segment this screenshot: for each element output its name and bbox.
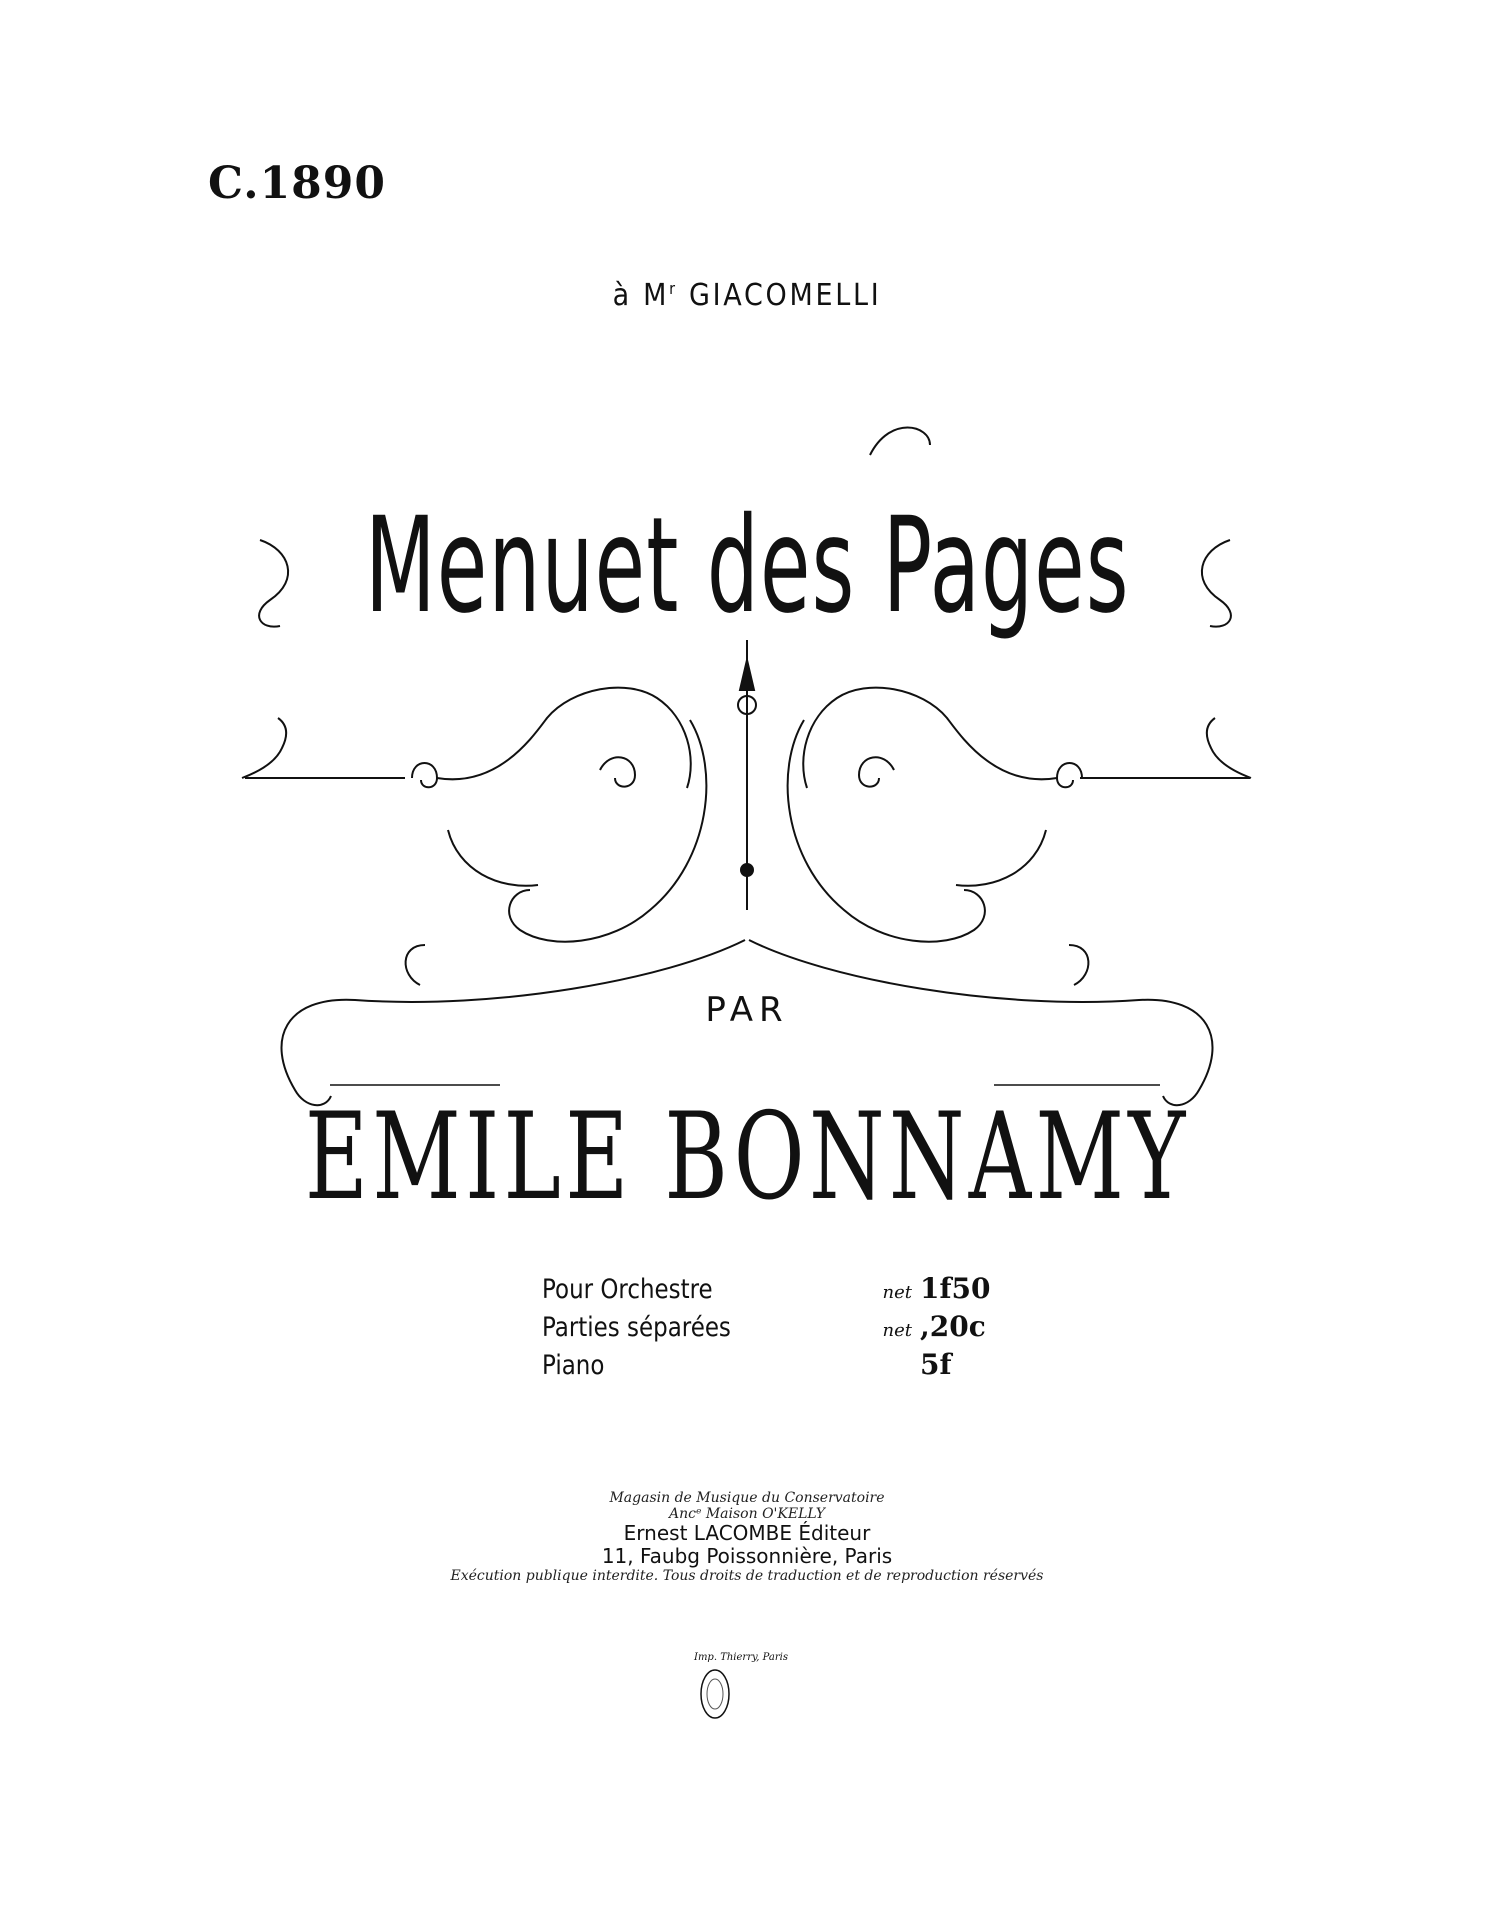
price-value: ,20c bbox=[920, 1310, 986, 1343]
publisher-name: Ernest LACOMBE Éditeur bbox=[623, 1521, 871, 1546]
dedication-sup: r bbox=[669, 279, 678, 298]
price-label: Piano bbox=[542, 1350, 605, 1381]
imprint-line2: Ancᵉ Maison O'KELLY bbox=[668, 1506, 826, 1523]
library-stamp bbox=[695, 1664, 735, 1724]
price-row bbox=[542, 1272, 1002, 1310]
dedication-name: GIACOMELLI bbox=[689, 278, 882, 313]
rights-notice: Exécution publique interdite. Tous droits de traduction et de reproduction réservés bbox=[450, 1568, 1044, 1585]
composer-name: EMILE BONNAMY bbox=[304, 1088, 1190, 1227]
publisher-address: 11, Faubg Poissonnière, Paris bbox=[601, 1544, 893, 1569]
price-row bbox=[542, 1310, 1002, 1348]
by-label: PAR bbox=[705, 990, 789, 1030]
net-label: net bbox=[882, 1282, 912, 1303]
price-row bbox=[542, 1348, 1002, 1386]
price-value: 5f bbox=[920, 1348, 952, 1381]
catalog-number: C.1890 bbox=[208, 158, 387, 209]
price-value: 1f50 bbox=[920, 1272, 991, 1305]
price-list bbox=[542, 1272, 1002, 1386]
dedication-prefix: à M bbox=[612, 278, 670, 313]
price-label: Parties séparées bbox=[542, 1312, 731, 1343]
net-label: net bbox=[882, 1320, 912, 1341]
publisher-imprint bbox=[0, 1490, 1494, 1584]
price-label: Pour Orchestre bbox=[542, 1274, 713, 1305]
page-title: Menuet des Pages bbox=[365, 489, 1130, 643]
printer-credit: Imp. Thierry, Paris bbox=[694, 1652, 789, 1663]
imprint-line1: Magasin de Musique du Conservatoire bbox=[609, 1490, 885, 1506]
dedication bbox=[75, 278, 1420, 313]
